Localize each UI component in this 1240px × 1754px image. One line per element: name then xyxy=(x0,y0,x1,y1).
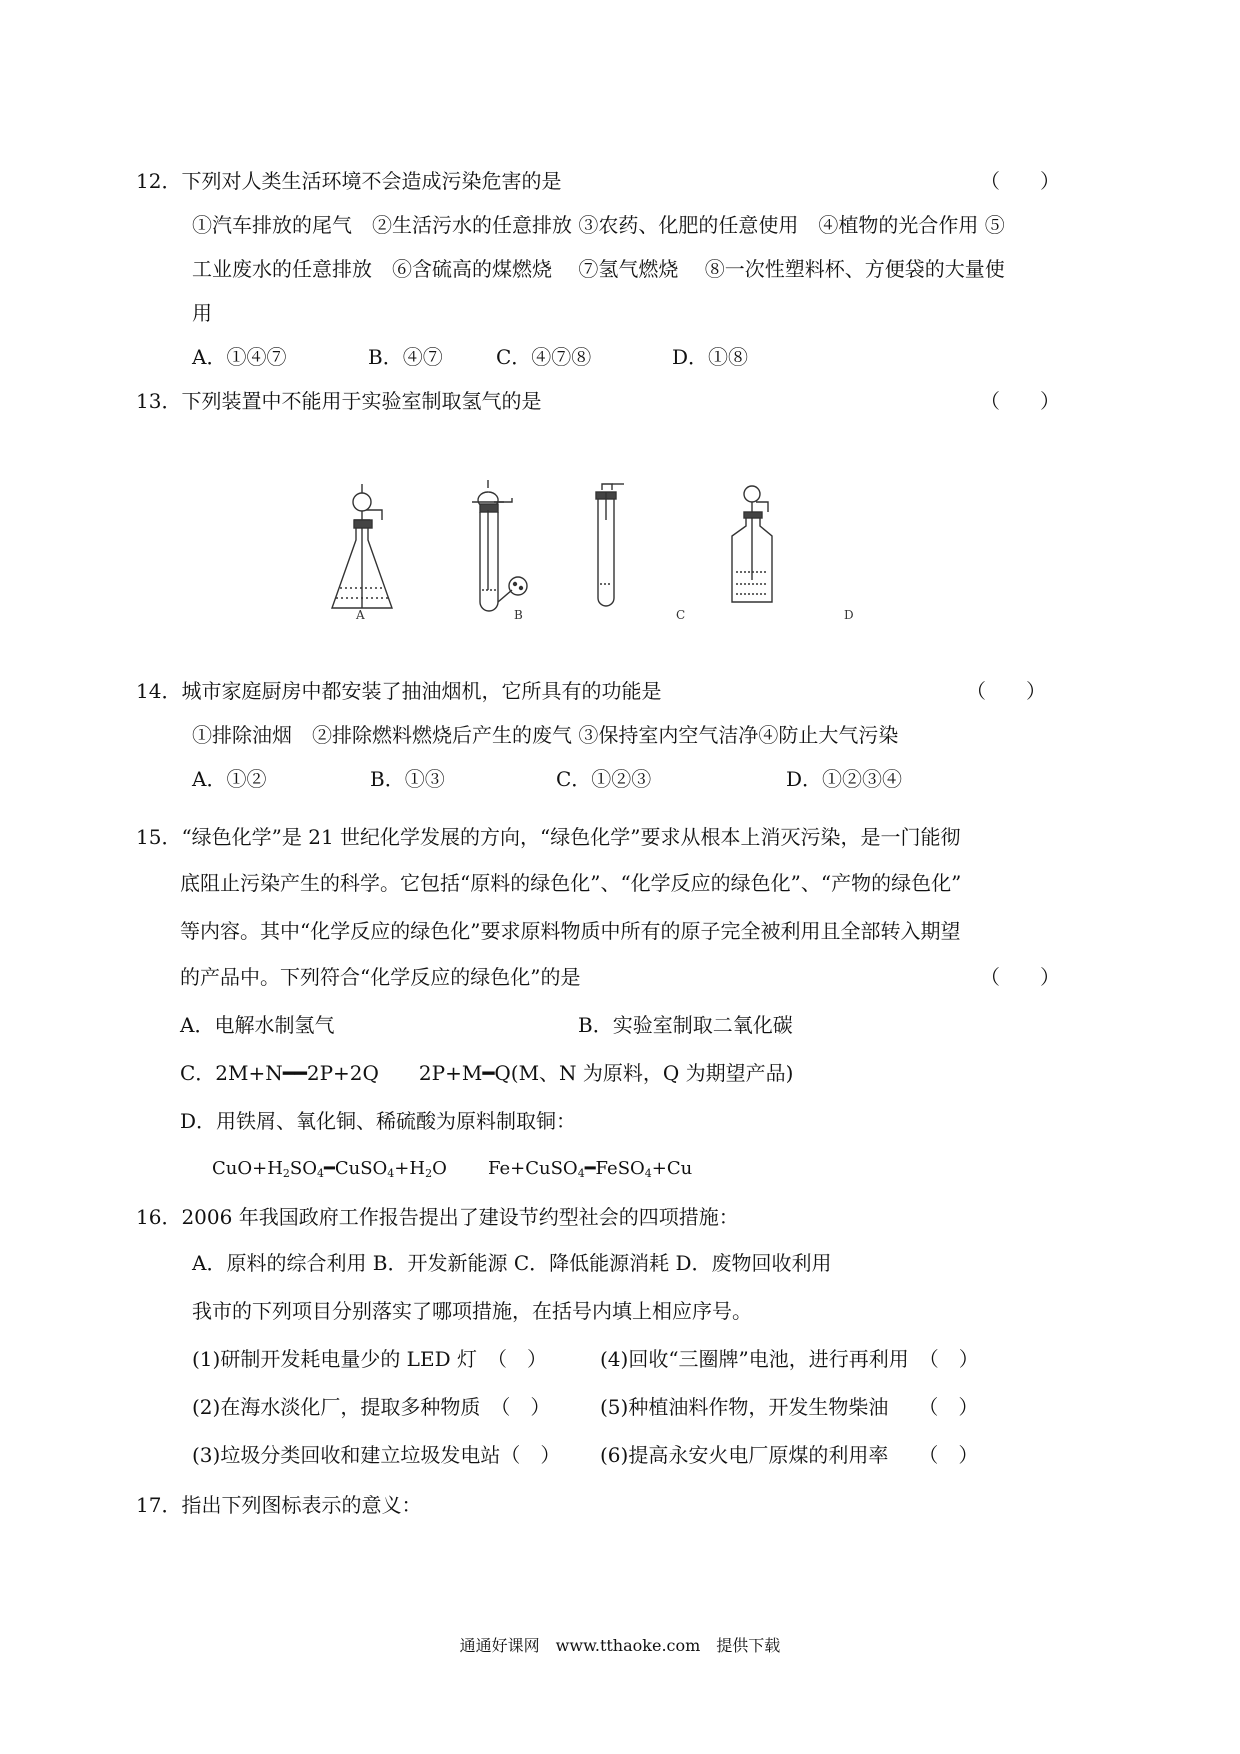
q16-instruction: 我市的下列项目分别落实了哪项措施，在括号内填上相应序号。 xyxy=(192,1299,752,1323)
q15-equation-1: $CuO+H_2SO_4━CuSO_4+H_2O$ xyxy=(212,1158,447,1180)
q14-line1: ①排除油烟 ②排除燃料燃烧后产生的废气 ③保持室内空气洁净④防止大气污染 xyxy=(192,723,899,747)
q14-answer-paren: （ ） xyxy=(966,679,1046,703)
q16-item-6: (6)提高永安火电厂原煤的利用率 （ ） xyxy=(600,1443,979,1467)
q16-item-1: (1)研制开发耗电量少的 LED 灯 （ ） xyxy=(192,1347,547,1371)
apparatus-c-label: C xyxy=(676,608,686,622)
q17-stem: 17．指出下列图标表示的意义： xyxy=(136,1493,422,1517)
q12-line1: ①汽车排放的尾气 ②生活污水的任意排放 ③农药、化肥的任意使用 ④植物的光合作用 ⑤ xyxy=(192,213,1005,237)
q12-answer-paren: （ ） xyxy=(980,169,1060,193)
q12-stem: 12．下列对人类生活环境不会造成污染危害的是 xyxy=(136,169,562,193)
q12-option-c: C．④⑦⑧ xyxy=(496,345,592,369)
q15-line1: 15．“绿色化学”是 21 世纪化学发展的方向，“绿色化学”要求从根本上消灭污染，是一门能彻 xyxy=(136,825,961,849)
q16-measures: A．原料的综合利用 B．开发新能源 C．降低能源消耗 D．废物回收利用 xyxy=(192,1251,832,1275)
q16-item-4: (4)回收“三圈牌”电池，进行再利用 （ ） xyxy=(600,1347,979,1371)
q15-answer-paren: （ ） xyxy=(980,965,1060,989)
q12-option-d: D．①⑧ xyxy=(672,345,749,369)
q13-answer-paren: （ ） xyxy=(980,389,1060,413)
apparatus-c-icon xyxy=(596,484,624,606)
q12-line3: 用 xyxy=(192,301,212,325)
apparatus-a-icon xyxy=(332,484,392,608)
q12-option-a: A．①④⑦ xyxy=(192,345,287,369)
q15-line3: 等内容。其中“化学反应的绿色化”要求原料物质中所有的原子完全被利用且全部转入期望 xyxy=(180,919,961,943)
q15-equation-2: Fe+CuSO$_4$━FeSO$_4$+Cu xyxy=(488,1158,693,1180)
q15-option-b: B．实验室制取二氧化碳 xyxy=(578,1013,793,1037)
q14-option-c: C．①②③ xyxy=(556,767,652,791)
q16-item-2: (2)在海水淡化厂，提取多种物质 （ ） xyxy=(192,1395,551,1419)
q15-line2: 底阻止污染产生的科学。它包括“原料的绿色化”、“化学反应的绿色化”、“产物的绿色化” xyxy=(180,871,962,895)
q14-stem: 14．城市家庭厨房中都安装了抽油烟机，它所具有的功能是 xyxy=(136,679,662,703)
q14-option-a: A．①② xyxy=(192,767,267,791)
q12-line2: 工业废水的任意排放 ⑥含硫高的煤燃烧 ⑦氢气燃烧 ⑧一次性塑料杯、方便袋的大量使 xyxy=(192,257,1005,281)
q16-item-5: (5)种植油料作物，开发生物柴油 （ ） xyxy=(600,1395,979,1419)
apparatus-d-icon xyxy=(732,486,772,602)
q16-stem: 16．2006 年我国政府工作报告提出了建设节约型社会的四项措施： xyxy=(136,1205,739,1229)
page-footer: 通通好课网 www.tthaoke.com 提供下载 xyxy=(459,1636,781,1655)
q15-option-c: C．2M+N━━2P+2Q 2P+M━Q(M、N 为原料，Q 为期望产品) xyxy=(180,1061,794,1085)
q15-line4: 的产品中。下列符合“化学反应的绿色化”的是 xyxy=(180,965,581,989)
apparatus-figure xyxy=(320,480,880,630)
q13-stem: 13．下列装置中不能用于实验室制取氢气的是 xyxy=(136,389,542,413)
q16-item-3: (3)垃圾分类回收和建立垃圾发电站（ ） xyxy=(192,1443,561,1467)
apparatus-d-label: D xyxy=(844,608,854,622)
q14-option-d: D．①②③④ xyxy=(786,767,903,791)
apparatus-b-label: B xyxy=(514,608,523,622)
q15-option-a: A．电解水制氢气 xyxy=(180,1013,335,1037)
apparatus-b-icon xyxy=(472,480,527,611)
q15-option-d: D．用铁屑、氧化铜、稀硫酸为原料制取铜： xyxy=(180,1109,577,1133)
apparatus-a-label: A xyxy=(356,608,365,622)
q14-option-b: B．①③ xyxy=(370,767,445,791)
q12-option-b: B．④⑦ xyxy=(368,345,443,369)
